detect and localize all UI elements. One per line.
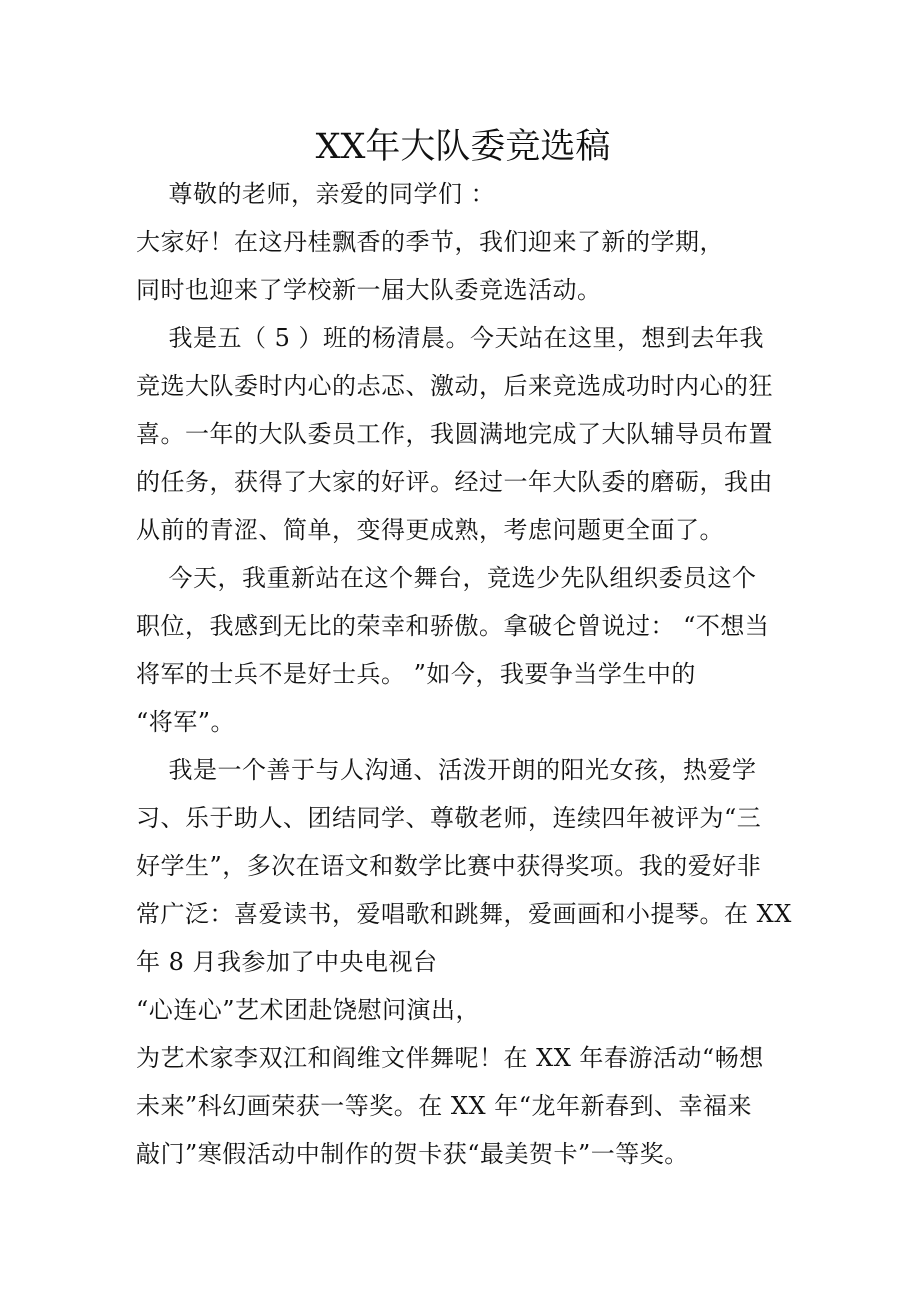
text-line: 竞选大队委时内心的忐忑、激动，后来竞选成功时内心的狂 xyxy=(136,372,773,400)
text-line: 的任务，获得了大家的好评。经过一年大队委的磨砺，我由 xyxy=(136,468,773,496)
text-line: 为艺术家李双江和阎维文伴舞呢！在 XX 年春游活动“畅想 xyxy=(136,1044,764,1072)
text-line: 年 8 月我参加了中央电视台 xyxy=(136,948,438,976)
text-line: 敲门”寒假活动中制作的贺卡获“最美贺卡”一等奖。 xyxy=(136,1140,689,1168)
text-line: 习、乐于助人、团结同学、尊敬老师，连续四年被评为“三 xyxy=(136,804,762,832)
text-line: 今天，我重新站在这个舞台，竞选少先队组织委员这个 xyxy=(136,564,757,592)
text-line: 同时也迎来了学校新一届大队委竞选活动。 xyxy=(136,276,602,304)
text-line: 从前的青涩、简单，变得更成熟，考虑问题更全面了。 xyxy=(136,516,724,544)
text-line: 大家好！在这丹桂飘香的季节，我们迎来了新的学期， xyxy=(136,228,724,256)
text-line: 常广泛：喜爱读书，爱唱歌和跳舞，爱画画和小提琴。在 XX xyxy=(136,900,792,928)
text-line: 好学生”，多次在语文和数学比赛中获得奖项。我的爱好非 xyxy=(136,852,762,880)
document-title: XX年大队委竞选稿 xyxy=(315,127,611,167)
text-line: 尊敬的老师，亲爱的同学们 ： xyxy=(136,180,496,208)
text-line: 未来”科幻画荣获一等奖。在 XX 年“龙年新春到、幸福来 xyxy=(136,1092,752,1120)
text-line: 将军的士兵不是好士兵。 ”如今，我要争当学生中的 xyxy=(136,660,696,688)
text-line: 我是一个善于与人沟通、活泼开朗的阳光女孩，热爱学 xyxy=(136,756,757,784)
text-line: 喜。一年的大队委员工作，我圆满地完成了大队辅导员布置 xyxy=(136,420,773,448)
text-line: “将军”。 xyxy=(136,708,236,736)
text-line: 职位，我感到无比的荣幸和骄傲。拿破仑曾说过： “不想当 xyxy=(136,612,770,640)
text-line: “心连心”艺术团赴饶慰问演出， xyxy=(136,996,481,1024)
text-line: 我是五（ 5 ）班的杨清晨。今天站在这里，想到去年我 xyxy=(136,324,765,352)
